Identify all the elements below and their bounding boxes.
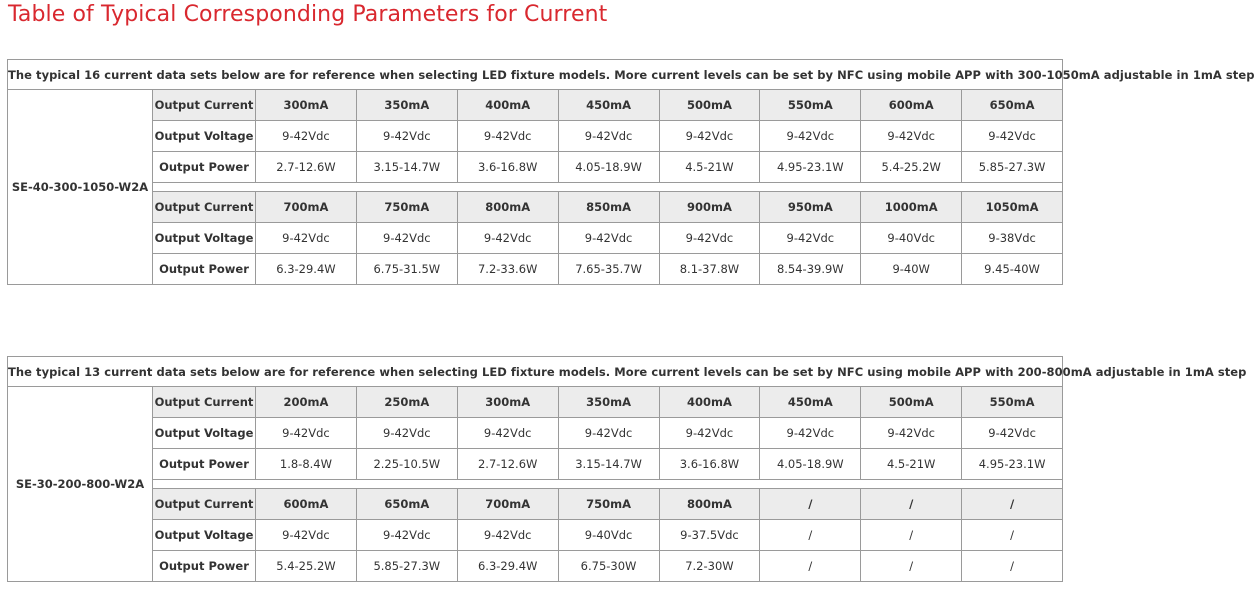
voltage-value: 9-40Vdc [861,223,962,254]
current-value: 700mA [256,192,357,223]
power-value: 7.2-30W [659,551,760,582]
power-value: 2.25-10.5W [356,449,457,480]
power-value: 5.85-27.3W [962,152,1063,183]
row-label-voltage: Output Voltage [153,418,256,449]
power-value: 6.3-29.4W [457,551,558,582]
power-value: 3.15-14.7W [558,449,659,480]
row-label-voltage: Output Voltage [153,121,256,152]
power-value: 5.4-25.2W [861,152,962,183]
power-value: 4.5-21W [861,449,962,480]
voltage-value: 9-42Vdc [356,121,457,152]
voltage-value: 9-42Vdc [457,121,558,152]
power-value: 4.5-21W [659,152,760,183]
current-value: 350mA [558,387,659,418]
current-value: 300mA [256,90,357,121]
power-value: 6.75-31.5W [356,254,457,285]
current-value: 400mA [457,90,558,121]
current-value: 200mA [256,387,357,418]
table-row [8,90,1063,121]
current-value: 550mA [760,90,861,121]
power-value: 5.85-27.3W [356,551,457,582]
power-value: 4.95-23.1W [962,449,1063,480]
voltage-value: 9-42Vdc [256,121,357,152]
table-row [8,152,1063,183]
power-value: 9-40W [861,254,962,285]
power-value: 4.05-18.9W [558,152,659,183]
current-value: 950mA [760,192,861,223]
power-value: / [861,551,962,582]
power-value: 6.75-30W [558,551,659,582]
power-value: / [760,551,861,582]
table-row [8,223,1063,254]
row-label-current: Output Current [153,192,256,223]
voltage-value: 9-37.5Vdc [659,520,760,551]
voltage-value: 9-42Vdc [962,121,1063,152]
power-value: 2.7-12.6W [256,152,357,183]
current-value: 850mA [558,192,659,223]
voltage-value: 9-42Vdc [457,520,558,551]
current-value: 1050mA [962,192,1063,223]
current-value: 550mA [962,387,1063,418]
model-name: SE-40-300-1050-W2A [8,90,153,285]
row-label-power: Output Power [153,254,256,285]
power-value: 4.05-18.9W [760,449,861,480]
power-value: 6.3-29.4W [256,254,357,285]
voltage-value: 9-42Vdc [256,223,357,254]
block-spacer [153,183,1063,192]
current-value: / [962,489,1063,520]
power-value: 8.1-37.8W [659,254,760,285]
power-value: 3.6-16.8W [659,449,760,480]
power-value: 9.45-40W [962,254,1063,285]
table-row [8,520,1063,551]
current-value: 750mA [558,489,659,520]
current-value: 500mA [861,387,962,418]
voltage-value: 9-38Vdc [962,223,1063,254]
current-value: 600mA [861,90,962,121]
current-value: 450mA [558,90,659,121]
table-row [8,449,1063,480]
voltage-value: 9-42Vdc [861,121,962,152]
table-row [8,489,1063,520]
table-row [8,418,1063,449]
current-value: 450mA [760,387,861,418]
voltage-value: 9-42Vdc [962,418,1063,449]
model-name: SE-30-200-800-W2A [8,387,153,582]
table-row [8,551,1063,582]
voltage-value: 9-42Vdc [558,418,659,449]
current-value: 350mA [356,90,457,121]
voltage-value: 9-42Vdc [256,418,357,449]
voltage-value: 9-42Vdc [659,223,760,254]
table-row [8,387,1063,418]
row-label-power: Output Power [153,449,256,480]
power-value: / [962,551,1063,582]
current-value: 650mA [962,90,1063,121]
voltage-value: 9-42Vdc [356,520,457,551]
row-label-power: Output Power [153,551,256,582]
voltage-value: 9-42Vdc [558,121,659,152]
voltage-value: 9-42Vdc [558,223,659,254]
current-value: 800mA [457,192,558,223]
current-value: 250mA [356,387,457,418]
current-value: 750mA [356,192,457,223]
power-value: 4.95-23.1W [760,152,861,183]
voltage-value: 9-42Vdc [659,121,760,152]
current-value: 700mA [457,489,558,520]
block-spacer [153,480,1063,489]
voltage-value: 9-42Vdc [760,121,861,152]
voltage-value: / [760,520,861,551]
voltage-value: 9-42Vdc [760,418,861,449]
voltage-value: 9-42Vdc [861,418,962,449]
current-value: 400mA [659,387,760,418]
voltage-value: / [962,520,1063,551]
power-value: 5.4-25.2W [256,551,357,582]
voltage-value: 9-40Vdc [558,520,659,551]
voltage-value: 9-42Vdc [457,223,558,254]
row-label-voltage: Output Voltage [153,223,256,254]
power-value: 3.15-14.7W [356,152,457,183]
row-label-current: Output Current [153,387,256,418]
power-value: 1.8-8.4W [256,449,357,480]
power-value: 7.2-33.6W [457,254,558,285]
current-value: 1000mA [861,192,962,223]
power-value: 7.65-35.7W [558,254,659,285]
row-label-voltage: Output Voltage [153,520,256,551]
parameter-table-se30 [7,356,1247,582]
power-value: 3.6-16.8W [457,152,558,183]
voltage-value: 9-42Vdc [659,418,760,449]
table-caption: The typical 16 current data sets below are for reference when selecting LED fixture models. More current levels can be set by NFC using mobile APP with 300-1050mA adjustable in 1mA step [8,60,1063,90]
table-caption: The typical 13 current data sets below are for reference when selecting LED fixture models. More current levels can be set by NFC using mobile APP with 200-800mA adjustable in 1mA step [8,357,1063,387]
parameter-table-se40 [7,59,1255,285]
row-label-current: Output Current [153,90,256,121]
voltage-value: 9-42Vdc [760,223,861,254]
current-value: 500mA [659,90,760,121]
voltage-value: 9-42Vdc [356,418,457,449]
current-value: 900mA [659,192,760,223]
current-value: 600mA [256,489,357,520]
voltage-value: 9-42Vdc [356,223,457,254]
current-value: 800mA [659,489,760,520]
voltage-value: / [861,520,962,551]
page-title: Table of Typical Corresponding Parameters for Current [8,2,608,27]
table-row [8,121,1063,152]
voltage-value: 9-42Vdc [256,520,357,551]
table-row [8,254,1063,285]
current-value: / [861,489,962,520]
row-label-power: Output Power [153,152,256,183]
table-row [8,192,1063,223]
current-value: 300mA [457,387,558,418]
power-value: 8.54-39.9W [760,254,861,285]
row-label-current: Output Current [153,489,256,520]
power-value: 2.7-12.6W [457,449,558,480]
current-value: / [760,489,861,520]
current-value: 650mA [356,489,457,520]
voltage-value: 9-42Vdc [457,418,558,449]
